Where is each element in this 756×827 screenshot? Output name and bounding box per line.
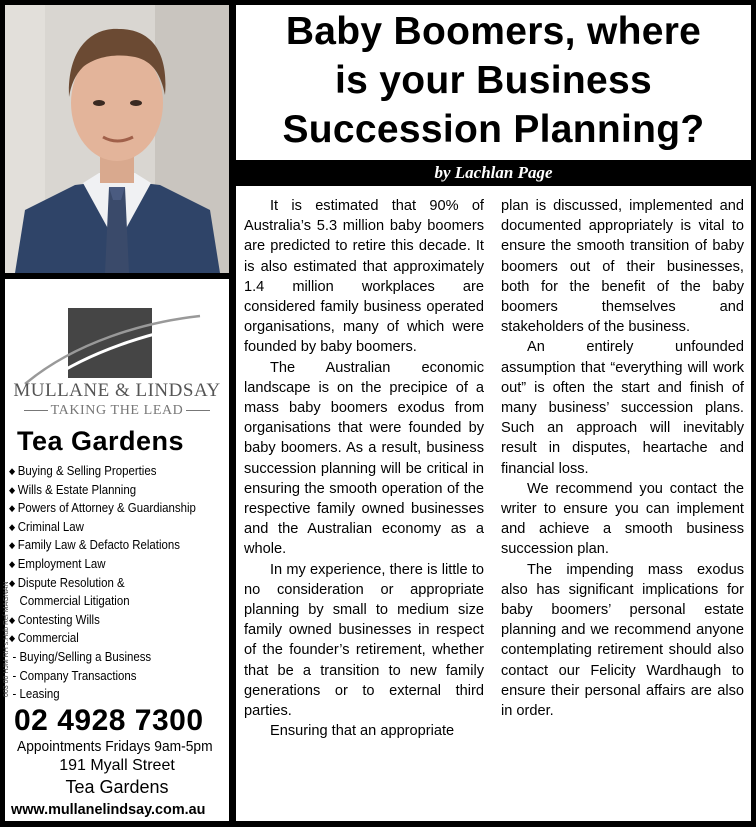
article-paragraph: The Australian economic landscape is on the precipice of a mass baby boomers exodus from organisations that were founded by baby boomers. As a result, business succession planning will be critical in ensuring the smooth operation of the respective family owned businesses and the Australian economy as a whole.: [244, 359, 484, 558]
phone-number: 02 4928 7300: [14, 704, 204, 737]
byline: by Lachlan Page: [434, 163, 553, 182]
headline-box: [236, 5, 751, 160]
law-firm-advertisement: [5, 279, 229, 821]
service-item: ◆ Dispute Resolution &: [9, 574, 201, 593]
service-item: ◆ Contesting Wills: [9, 611, 201, 630]
service-item: ◆ Buying & Selling Properties: [9, 462, 201, 481]
service-item: ◆ Commercial: [9, 629, 201, 648]
bullet-icon: ◆: [9, 484, 16, 495]
article-paragraph: We recommend you contact the writer to ensure you can implement and achieve a smooth business succession plan.: [501, 480, 744, 558]
service-item-continued: Commercial Litigation: [19, 593, 130, 609]
website-link[interactable]: www.mullanelindsay.com.au: [11, 801, 206, 818]
article-paragraph: An entirely unfounded assumption that “everything will work out” is often the start and finish of many business’ succession plans. Such an approach will inevitably result in disputes, heartache and financial loss.: [501, 339, 744, 477]
appointment-hours: Appointments Fridays 9am-5pm: [17, 738, 213, 755]
service-item: ◆ Wills & Estate Planning: [9, 481, 201, 500]
headline-line: Baby Boomers, where: [285, 10, 702, 53]
article-body: [236, 186, 751, 821]
bullet-icon: ◆: [9, 633, 16, 644]
bullet-icon: ◆: [9, 466, 16, 476]
service-item: ◆ Powers of Attorney & Guardianship: [9, 499, 201, 518]
bullet-icon: ◆: [9, 577, 16, 588]
firm-name: MULLANE & LINDSAY: [13, 380, 221, 401]
street-address: 191 Myall Street: [59, 757, 175, 774]
service-subitem: - Company Transactions: [12, 667, 137, 683]
headline-line: Succession Planning?: [282, 108, 705, 151]
article-column-2: [501, 196, 744, 721]
firm-tagline: TAKING THE LEAD: [13, 403, 221, 419]
bullet-icon: ◆: [9, 521, 16, 532]
article-paragraph-continued: plan is discussed, implemented and documented appropriately is vital to ensure the smooth transition of baby boomers out of their businesses, both for the benefit of the baby boomers themselves and stakeholders of the business.: [501, 198, 744, 336]
article-paragraph: In my experience, there is little to no consideration or appropriate planning by small to medium size family owned businesses in respect of the founder’s retirement, whether that be a transition to new family generations or to external third parties.: [244, 561, 484, 720]
service-subitem: - Leasing: [12, 686, 60, 702]
article-paragraph: The impending mass exodus also has significant implications for baby boomers’ personal estate planning and we recommend anyone contemplating retirement should also contact our Felicity Wardhaugh to ensure their personal affairs are also in order.: [501, 561, 744, 720]
headline: [236, 5, 751, 154]
article-column-1: [244, 196, 484, 741]
ad-side-code: 003 00 HJM RH s.Hub Ref MAGNAN: [3, 581, 10, 697]
service-subitem: - Buying/Selling a Business: [12, 648, 152, 664]
bullet-icon: ◆: [9, 614, 16, 625]
bullet-icon: ◆: [9, 540, 16, 551]
town-name: Tea Gardens: [65, 777, 169, 797]
article-paragraph: It is estimated that 90% of Australia’s 5.3 million baby boomers are predicted to retire this decade. It is also estimated that approximately 1.4 million workplaces are considered family business operated organisations, many of which were founded by baby boomers.: [244, 198, 484, 356]
article-paragraph: Ensuring that an appropriate: [270, 723, 455, 740]
bullet-icon: ◆: [9, 558, 16, 569]
service-item: ◆ Criminal Law: [9, 518, 201, 537]
bullet-icon: ◆: [9, 503, 16, 514]
services-list: [9, 462, 227, 704]
headline-line: is your Business: [335, 59, 652, 102]
service-item: ◆ Employment Law: [9, 555, 201, 574]
author-photo: [5, 5, 229, 273]
office-location: Tea Gardens: [17, 426, 185, 456]
service-item: ◆ Family Law & Defacto Relations: [9, 536, 201, 555]
